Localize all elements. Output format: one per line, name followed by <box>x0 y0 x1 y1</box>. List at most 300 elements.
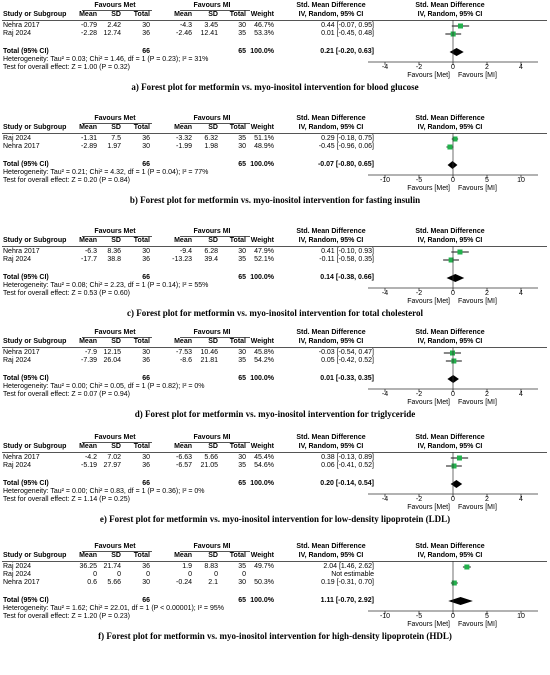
group1-total: 30 <box>142 248 150 255</box>
study-ci: 0.05 [-0.42, 0.52] <box>321 357 374 364</box>
study-ci: 2.04 [1.46, 2.62] <box>323 563 374 570</box>
smd-method: IV, Random, 95% CI <box>298 338 364 345</box>
study-effect-square <box>457 250 462 255</box>
group2-sd: 21.81 <box>200 357 218 364</box>
smd-method: IV, Random, 95% CI <box>417 11 483 18</box>
study-effect-square <box>464 565 469 570</box>
study-name: Nehra 2017 <box>3 22 40 29</box>
mean-header: Mean <box>79 338 97 345</box>
x-axis-tick-label: 4 <box>519 64 523 71</box>
group1-sd: 7.5 <box>111 135 121 142</box>
group2-mean: -7.53 <box>176 349 192 356</box>
figure-caption: c) Forest plot for metformin vs. myo-inositol intervention for total cholesterol <box>126 308 424 318</box>
study-header: Study or Subgroup <box>3 11 67 18</box>
weight-header: Weight <box>250 11 274 18</box>
group1-header: Favours Met <box>94 228 136 235</box>
group1-sd: 2.42 <box>107 22 121 29</box>
total-header: Total <box>133 443 150 450</box>
mean-header: Mean <box>174 443 192 450</box>
total-ci: 1.11 [-0.70, 2.92] <box>320 597 374 604</box>
total-header: Total <box>229 552 246 559</box>
smd-title: Std. Mean Difference <box>415 2 485 9</box>
sd-header: SD <box>111 443 121 450</box>
study-weight: 53.3% <box>254 30 274 37</box>
figure-caption: e) Forest plot for metformin vs. myo-inositol intervention for low-density lipoprotein (LDL) <box>99 514 451 524</box>
group2-header: Favours MI <box>193 543 231 550</box>
group2-mean: -13.23 <box>172 256 192 263</box>
smd-method: IV, Random, 95% CI <box>298 124 364 131</box>
total-n2: 65 <box>238 161 246 168</box>
group2-mean: -0.24 <box>176 579 192 586</box>
study-weight: 51.1% <box>254 135 274 142</box>
group2-total: 35 <box>238 462 246 469</box>
x-axis-tick-label: 4 <box>519 290 523 297</box>
study-ci: 0.19 [-0.31, 0.70] <box>321 579 374 586</box>
x-axis-tick-label: 4 <box>519 391 523 398</box>
smd-title: Std. Mean Difference <box>296 543 366 550</box>
study-name: Raj 2024 <box>3 563 32 570</box>
sd-header: SD <box>208 552 218 559</box>
study-weight: 47.9% <box>254 248 274 255</box>
total-weight: 100.0% <box>250 597 274 604</box>
sd-header: SD <box>111 552 121 559</box>
heterogeneity-text: Heterogeneity: Tau² = 0.00; Chi² = 0.05, df = 1 (P = 0.82); I² = 0% <box>3 383 205 390</box>
group2-sd: 3.45 <box>204 22 218 29</box>
total-label: Total (95% CI) <box>3 375 49 382</box>
group2-sd: 1.98 <box>204 143 218 150</box>
group1-sd: 5.66 <box>107 579 121 586</box>
study-ci: 0.38 [-0.13, 0.89] <box>321 454 374 461</box>
group2-sd: 39.4 <box>204 256 218 263</box>
study-name: Raj 2024 <box>3 462 32 469</box>
sd-header: SD <box>111 11 121 18</box>
smd-title: Std. Mean Difference <box>415 228 485 235</box>
group1-total: 0 <box>146 571 150 578</box>
weight-header: Weight <box>250 237 274 244</box>
pooled-effect-diamond <box>448 597 473 605</box>
total-weight: 100.0% <box>250 375 274 382</box>
group2-header: Favours MI <box>193 434 231 441</box>
study-weight: 46.7% <box>254 22 274 29</box>
group2-mean: -9.4 <box>179 248 192 255</box>
study-weight: 45.8% <box>254 349 274 356</box>
weight-header: Weight <box>250 338 274 345</box>
study-name: Raj 2024 <box>3 571 32 578</box>
axis-right-label: Favours [MI] <box>458 298 497 305</box>
heterogeneity-text: Heterogeneity: Tau² = 0.08; Chi² = 2.23, df = 1 (P = 0.14); I² = 55% <box>3 282 209 289</box>
axis-left-label: Favours [Met] <box>407 185 450 192</box>
group2-mean: -4.3 <box>179 22 192 29</box>
total-n1: 66 <box>142 48 150 55</box>
mean-header: Mean <box>174 237 192 244</box>
total-header: Total <box>229 124 246 131</box>
group2-sd: 10.46 <box>200 349 218 356</box>
pooled-effect-diamond <box>451 480 463 488</box>
total-header: Total <box>229 237 246 244</box>
study-effect-square <box>452 464 457 469</box>
group2-mean: -6.63 <box>176 454 192 461</box>
study-effect-square <box>457 456 462 461</box>
mean-header: Mean <box>174 338 192 345</box>
axis-right-label: Favours [MI] <box>458 504 497 511</box>
study-ci: 0.06 [-0.41, 0.52] <box>321 462 374 469</box>
total-header: Total <box>133 552 150 559</box>
study-effect-square <box>458 24 463 29</box>
study-ci: Not estimable <box>331 571 374 578</box>
study-header: Study or Subgroup <box>3 443 67 450</box>
group1-total: 36 <box>142 30 150 37</box>
group1-mean: -1.31 <box>81 135 97 142</box>
group1-mean: -7.9 <box>84 349 97 356</box>
x-axis-tick-label: -4 <box>381 64 389 71</box>
smd-method: IV, Random, 95% CI <box>417 338 483 345</box>
overall-effect-text: Test for overall effect: Z = 1.20 (P = 0.23) <box>3 613 130 620</box>
study-effect-square <box>447 145 452 150</box>
study-ci: 0.29 [-0.18, 0.75] <box>321 135 374 142</box>
total-header: Total <box>133 237 150 244</box>
group2-total: 30 <box>238 248 246 255</box>
overall-effect-text: Test for overall effect: Z = 1.00 (P = 0.32) <box>3 64 130 71</box>
pooled-effect-diamond <box>450 48 464 56</box>
smd-title: Std. Mean Difference <box>296 228 366 235</box>
smd-method: IV, Random, 95% CI <box>298 443 364 450</box>
group1-mean: 36.25 <box>79 563 97 570</box>
total-weight: 100.0% <box>250 274 274 281</box>
study-ci: -0.03 [-0.54, 0.47] <box>318 349 374 356</box>
x-axis-tick-label: -2 <box>415 496 423 503</box>
mean-header: Mean <box>79 237 97 244</box>
group2-total: 30 <box>238 454 246 461</box>
group2-sd: 12.41 <box>200 30 218 37</box>
sd-header: SD <box>111 124 121 131</box>
group1-mean: 0 <box>93 571 97 578</box>
sd-header: SD <box>111 237 121 244</box>
smd-method: IV, Random, 95% CI <box>417 124 483 131</box>
smd-title: Std. Mean Difference <box>296 2 366 9</box>
heterogeneity-text: Heterogeneity: Tau² = 0.00; Chi² = 0.83, df = 1 (P = 0.36); I² = 0% <box>3 488 205 495</box>
smd-method: IV, Random, 95% CI <box>298 11 364 18</box>
group1-total: 30 <box>142 349 150 356</box>
group2-mean: -3.32 <box>176 135 192 142</box>
pooled-effect-diamond <box>447 274 465 282</box>
x-axis-tick-label: -10 <box>379 613 391 620</box>
mean-header: Mean <box>79 11 97 18</box>
study-name: Nehra 2017 <box>3 248 40 255</box>
axis-right-label: Favours [MI] <box>458 72 497 79</box>
x-axis-tick-label: 0 <box>451 391 455 398</box>
study-name: Raj 2024 <box>3 30 32 37</box>
group1-mean: -0.79 <box>81 22 97 29</box>
sd-header: SD <box>208 11 218 18</box>
smd-title: Std. Mean Difference <box>415 115 485 122</box>
total-header: Total <box>229 443 246 450</box>
sd-header: SD <box>111 338 121 345</box>
axis-right-label: Favours [MI] <box>458 185 497 192</box>
group2-sd: 5.66 <box>204 454 218 461</box>
x-axis-tick-label: -2 <box>415 64 423 71</box>
study-ci: 0.01 [-0.45, 0.48] <box>321 30 374 37</box>
group1-total: 30 <box>142 579 150 586</box>
heterogeneity-text: Heterogeneity: Tau² = 1.62; Chi² = 22.01, df = 1 (P < 0.00001); I² = 95% <box>3 605 224 612</box>
study-ci: 0.41 [-0.10, 0.93] <box>321 248 374 255</box>
x-axis-tick-label: 0 <box>451 496 455 503</box>
x-axis-tick-label: 10 <box>517 613 525 620</box>
study-name: Nehra 2017 <box>3 579 40 586</box>
total-label: Total (95% CI) <box>3 48 49 55</box>
group1-total: 36 <box>142 256 150 263</box>
group1-total: 30 <box>142 454 150 461</box>
group2-total: 30 <box>238 349 246 356</box>
study-ci: -0.45 [-0.96, 0.06] <box>318 143 374 150</box>
mean-header: Mean <box>79 443 97 450</box>
study-effect-square <box>451 359 456 364</box>
smd-title: Std. Mean Difference <box>415 543 485 550</box>
group2-sd: 21.05 <box>200 462 218 469</box>
heterogeneity-text: Heterogeneity: Tau² = 0.03; Chi² = 1.46, df = 1 (P = 0.23); I² = 31% <box>3 56 209 63</box>
study-name: Raj 2024 <box>3 256 32 263</box>
group2-mean: 0 <box>188 571 192 578</box>
total-weight: 100.0% <box>250 161 274 168</box>
group1-mean: -2.28 <box>81 30 97 37</box>
axis-right-label: Favours [MI] <box>458 399 497 406</box>
x-axis-tick-label: 2 <box>485 496 489 503</box>
pooled-effect-diamond <box>448 161 458 169</box>
total-n2: 65 <box>238 274 246 281</box>
total-n1: 66 <box>142 274 150 281</box>
smd-title: Std. Mean Difference <box>296 329 366 336</box>
mean-header: Mean <box>174 552 192 559</box>
total-label: Total (95% CI) <box>3 597 49 604</box>
total-n1: 66 <box>142 480 150 487</box>
group1-total: 30 <box>142 22 150 29</box>
mean-header: Mean <box>79 552 97 559</box>
smd-method: IV, Random, 95% CI <box>417 237 483 244</box>
study-header: Study or Subgroup <box>3 237 67 244</box>
axis-left-label: Favours [Met] <box>407 72 450 79</box>
total-ci: -0.07 [-0.80, 0.65] <box>317 161 374 168</box>
x-axis-tick-label: 5 <box>485 613 489 620</box>
study-header: Study or Subgroup <box>3 124 67 131</box>
axis-left-label: Favours [Met] <box>407 504 450 511</box>
x-axis-tick-label: 0 <box>451 613 455 620</box>
smd-method: IV, Random, 95% CI <box>298 237 364 244</box>
sd-header: SD <box>208 124 218 131</box>
total-n2: 65 <box>238 480 246 487</box>
group2-total: 30 <box>238 22 246 29</box>
group2-sd: 2.1 <box>208 579 218 586</box>
group1-mean: -5.19 <box>81 462 97 469</box>
total-label: Total (95% CI) <box>3 161 49 168</box>
x-axis-tick-label: -5 <box>415 177 423 184</box>
study-effect-square <box>450 351 455 356</box>
axis-left-label: Favours [Met] <box>407 298 450 305</box>
study-name: Nehra 2017 <box>3 143 40 150</box>
group2-mean: -1.99 <box>176 143 192 150</box>
x-axis-tick-label: 5 <box>485 177 489 184</box>
study-weight: 48.9% <box>254 143 274 150</box>
sd-header: SD <box>208 237 218 244</box>
group2-header: Favours MI <box>193 329 231 336</box>
figure-caption: d) Forest plot for metformin vs. myo-inositol intervention for triglyceride <box>134 409 416 419</box>
group1-header: Favours Met <box>94 115 136 122</box>
group2-mean: -2.46 <box>176 30 192 37</box>
total-n1: 66 <box>142 597 150 604</box>
x-axis-tick-label: 0 <box>451 290 455 297</box>
group1-total: 36 <box>142 563 150 570</box>
total-header: Total <box>133 338 150 345</box>
total-n1: 66 <box>142 375 150 382</box>
mean-header: Mean <box>79 124 97 131</box>
group1-header: Favours Met <box>94 2 136 9</box>
total-ci: 0.20 [-0.14, 0.54] <box>320 480 374 487</box>
sd-header: SD <box>208 443 218 450</box>
figure-caption: b) Forest plot for metformin vs. myo-inositol intervention for fasting insulin <box>129 195 421 205</box>
group1-mean: 0.6 <box>87 579 97 586</box>
group1-total: 36 <box>142 462 150 469</box>
study-weight: 45.4% <box>254 454 274 461</box>
group1-sd: 27.97 <box>103 462 121 469</box>
group2-total: 35 <box>238 256 246 263</box>
x-axis-tick-label: -2 <box>415 391 423 398</box>
group2-sd: 8.83 <box>204 563 218 570</box>
study-weight: 52.1% <box>254 256 274 263</box>
total-label: Total (95% CI) <box>3 274 49 281</box>
x-axis-tick-label: -5 <box>415 613 423 620</box>
group2-total: 35 <box>238 30 246 37</box>
group1-header: Favours Met <box>94 543 136 550</box>
group1-sd: 7.02 <box>107 454 121 461</box>
group1-sd: 0 <box>117 571 121 578</box>
study-name: Nehra 2017 <box>3 454 40 461</box>
overall-effect-text: Test for overall effect: Z = 0.20 (P = 0.84) <box>3 177 130 184</box>
total-n2: 65 <box>238 375 246 382</box>
total-weight: 100.0% <box>250 48 274 55</box>
total-header: Total <box>229 11 246 18</box>
group2-sd: 6.28 <box>204 248 218 255</box>
group1-total: 36 <box>142 357 150 364</box>
group1-sd: 21.74 <box>103 563 121 570</box>
x-axis-tick-label: -2 <box>415 290 423 297</box>
group1-header: Favours Met <box>94 434 136 441</box>
group1-mean: -4.2 <box>84 454 97 461</box>
weight-header: Weight <box>250 552 274 559</box>
x-axis-tick-label: 2 <box>485 290 489 297</box>
total-n2: 65 <box>238 48 246 55</box>
total-header: Total <box>133 11 150 18</box>
group2-mean: 1.9 <box>182 563 192 570</box>
x-axis-tick-label: 0 <box>451 64 455 71</box>
group1-sd: 38.8 <box>107 256 121 263</box>
group1-mean: -6.3 <box>84 248 97 255</box>
overall-effect-text: Test for overall effect: Z = 0.53 (P = 0.60) <box>3 290 130 297</box>
total-n1: 66 <box>142 161 150 168</box>
x-axis-tick-label: 0 <box>451 177 455 184</box>
study-weight: 50.3% <box>254 579 274 586</box>
smd-method: IV, Random, 95% CI <box>298 552 364 559</box>
mean-header: Mean <box>174 124 192 131</box>
smd-method: IV, Random, 95% CI <box>417 443 483 450</box>
total-ci: 0.01 [-0.33, 0.35] <box>320 375 374 382</box>
group2-header: Favours MI <box>193 115 231 122</box>
group2-total: 35 <box>238 563 246 570</box>
group2-header: Favours MI <box>193 228 231 235</box>
x-axis-tick-label: 2 <box>485 64 489 71</box>
x-axis-tick-label: -4 <box>381 391 389 398</box>
axis-left-label: Favours [Met] <box>407 621 450 628</box>
group1-total: 30 <box>142 143 150 150</box>
group2-total: 0 <box>242 571 246 578</box>
group1-sd: 12.15 <box>103 349 121 356</box>
group2-sd: 6.32 <box>204 135 218 142</box>
x-axis-tick-label: 4 <box>519 496 523 503</box>
smd-title: Std. Mean Difference <box>296 434 366 441</box>
smd-method: IV, Random, 95% CI <box>417 552 483 559</box>
study-weight: 54.2% <box>254 357 274 364</box>
smd-title: Std. Mean Difference <box>296 115 366 122</box>
total-n2: 65 <box>238 597 246 604</box>
weight-header: Weight <box>250 443 274 450</box>
x-axis-tick-label: -4 <box>381 290 389 297</box>
study-ci: 0.44 [-0.07, 0.95] <box>321 22 374 29</box>
group1-sd: 8.36 <box>107 248 121 255</box>
study-name: Raj 2024 <box>3 135 32 142</box>
study-header: Study or Subgroup <box>3 552 67 559</box>
total-label: Total (95% CI) <box>3 480 49 487</box>
x-axis-tick-label: -10 <box>379 177 391 184</box>
group1-sd: 26.04 <box>103 357 121 364</box>
group2-total: 35 <box>238 135 246 142</box>
figure-caption: f) Forest plot for metformin vs. myo-inositol intervention for high-density lipoprotein (HDL) <box>98 631 452 641</box>
group1-mean: -2.89 <box>81 143 97 150</box>
figure-caption: a) Forest plot for metformin vs. myo-inositol intervention for blood glucose <box>131 82 419 92</box>
overall-effect-text: Test for overall effect: Z = 1.14 (P = 0.25) <box>3 496 130 503</box>
study-weight: 49.7% <box>254 563 274 570</box>
group2-total: 30 <box>238 579 246 586</box>
heterogeneity-text: Heterogeneity: Tau² = 0.21; Chi² = 4.32, df = 1 (P = 0.04); I² = 77% <box>3 169 209 176</box>
group1-total: 36 <box>142 135 150 142</box>
group1-sd: 12.74 <box>103 30 121 37</box>
group2-sd: 0 <box>214 571 218 578</box>
total-weight: 100.0% <box>250 480 274 487</box>
smd-title: Std. Mean Difference <box>415 434 485 441</box>
total-ci: 0.21 [-0.20, 0.63] <box>320 48 374 55</box>
group1-mean: -17.7 <box>81 256 97 263</box>
overall-effect-text: Test for overall effect: Z = 0.07 (P = 0.94) <box>3 391 130 398</box>
study-effect-square <box>452 581 457 586</box>
group2-header: Favours MI <box>193 2 231 9</box>
group2-mean: -8.6 <box>179 357 192 364</box>
study-name: Raj 2024 <box>3 357 32 364</box>
group1-header: Favours Met <box>94 329 136 336</box>
weight-header: Weight <box>250 124 274 131</box>
study-name: Nehra 2017 <box>3 349 40 356</box>
axis-left-label: Favours [Met] <box>407 399 450 406</box>
x-axis-tick-label: -4 <box>381 496 389 503</box>
total-header: Total <box>229 338 246 345</box>
total-ci: 0.14 [-0.38, 0.66] <box>320 274 374 281</box>
total-header: Total <box>133 124 150 131</box>
mean-header: Mean <box>174 11 192 18</box>
study-header: Study or Subgroup <box>3 338 67 345</box>
x-axis-tick-label: 10 <box>517 177 525 184</box>
group2-total: 35 <box>238 357 246 364</box>
group2-total: 30 <box>238 143 246 150</box>
group1-sd: 1.97 <box>107 143 121 150</box>
group2-mean: -6.57 <box>176 462 192 469</box>
x-axis-tick-label: 2 <box>485 391 489 398</box>
axis-right-label: Favours [MI] <box>458 621 497 628</box>
study-ci: -0.11 [-0.58, 0.35] <box>319 256 374 263</box>
